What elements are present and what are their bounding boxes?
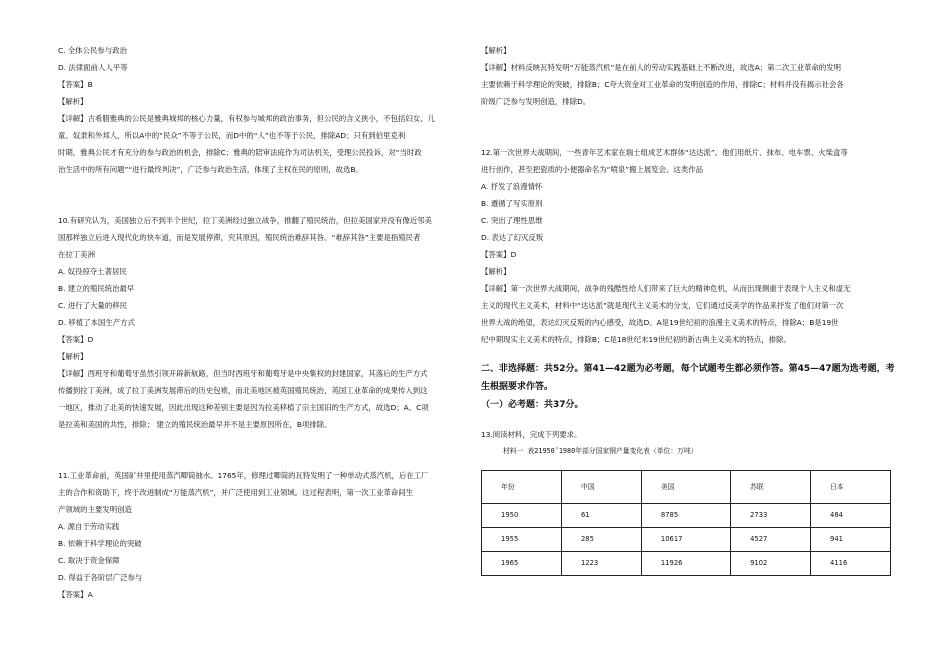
table-row [482, 504, 891, 528]
table-cell: 8785 [641, 504, 730, 528]
q9-analysis-label: 【解析】 [58, 97, 88, 106]
table-cell: 484 [811, 504, 891, 528]
table-cell: 285 [561, 528, 641, 552]
q13-table-caption: 材料一 表21950˜1980年部分国家钢产量变化表（单位：万吨） [503, 447, 698, 455]
table-row [482, 552, 891, 576]
q10-detail-line: 是拉美和美国的共性，排除； 建立的殖民统治最早并不是主要原因所在，B项排除。 [58, 420, 332, 429]
q9-detail-line: 【详解】古希腊雅典的公民是雅典城邦的核心力量，有权参与城邦的政治事务，但公民的含义狭小，不包括妇女、儿 [58, 114, 435, 123]
q10-stem-line: 在拉丁美洲 [58, 250, 95, 259]
table-cell: 11926 [641, 552, 730, 576]
q11-detail-line: 主要依赖于科学理论的突破，排除B；C夸大资金对工业革命的发明创造的作用，排除C；材料并没有揭示社会各 [481, 80, 844, 89]
q11-option-a: A. 源自于劳动实践 [58, 522, 120, 531]
q13-stem: 13.阅读材料，完成下列要求。 [481, 430, 582, 439]
table-header-cell: 美国 [641, 471, 730, 504]
q10-detail-line: 【详解】西班牙和葡萄牙虽然引领开辟新航路，但当时西班牙和葡萄牙是中央集权的封建国家，其落后的生产方式 [58, 369, 428, 378]
q10-option-b: B. 建立的殖民统治最早 [58, 284, 135, 293]
q9-detail-line: 治生活中的所有问题”“进行最终判决”，广泛参与政治生活，体现了主权在民的原则，故选B。 [58, 165, 363, 174]
q11-analysis-label: 【解析】 [481, 46, 511, 55]
q10-analysis-label: 【解析】 [58, 352, 88, 361]
q12-stem-line: 12.第一次世界大战期间，一些青年艺术家在瑞士组成艺术群体“达达派”。他们用纸片、抹布、电车票、火柴盒等 [481, 148, 848, 157]
q10-answer: 【答案】D [58, 335, 94, 344]
q10-detail-line: 一地区，推动了北美的快速发展，因此出现这种差别主要是因为拉美移植了宗主国旧的生产方式，故选D；A、C项 [58, 403, 429, 412]
q10-option-c: C. 进行了大量的移民 [58, 301, 127, 310]
section2-subheading: （一）必考题：共37分。 [481, 400, 584, 410]
table-cell: 941 [811, 528, 891, 552]
q12-stem-line: 进行创作，甚至把瓷质的小便器命名为“喷泉”搬上展览会。这类作品 [481, 165, 703, 174]
table-cell: 1223 [561, 552, 641, 576]
q11-answer: 【答案】A [58, 590, 93, 599]
q12-answer: 【答案】D [481, 250, 517, 259]
q10-stem-line: 国那样独立后进入现代化的快车道，而是发展停滞，究其原因，殖民统治难辞其咎。“难辞其咎”主要是指殖民者 [58, 233, 421, 242]
q11-detail-line: 阶级广泛参与发明创造，排除D。 [481, 97, 591, 106]
table-cell: 61 [561, 504, 641, 528]
table-row [482, 528, 891, 552]
table-cell: 1955 [482, 528, 562, 552]
q12-analysis-label: 【解析】 [481, 267, 511, 276]
section2-heading-line: 生根据要求作答。 [481, 382, 554, 392]
q9-answer: 【答案】B [58, 80, 93, 89]
q10-stem-line: 10.有研究认为，美国独立后不到半个世纪，拉丁美洲经过独立战争，推翻了殖民统治，但拉美国家并没有像近邻美 [58, 216, 432, 225]
q11-stem-line: 主的合作和资助下，终于改进制成“万能蒸汽机”，并广泛使用到工业领域。这过程表明，第一次工业革命间生 [58, 488, 414, 497]
q9-option-c: C. 全体公民参与政治 [58, 46, 127, 55]
q12-detail-line: 世界大战的绝望，表达幻灭反叛的内心感受，故选D。A是19世纪初的浪漫主义美术的特点，排除A；B是19世 [481, 318, 839, 327]
table-cell: 2733 [731, 504, 811, 528]
q12-detail-line: 【详解】第一次世界大战期间，战争的残酷性给人们带来了巨大的精神危机，从而出现侧重于表现个人主义和虚无 [481, 284, 851, 293]
q9-option-d: D. 法律面前人人平等 [58, 63, 128, 72]
table-header-cell: 苏联 [731, 471, 811, 504]
q12-option-a: A. 抒发了浪漫情怀 [481, 182, 543, 191]
q11-option-c: C. 取决于资金保障 [58, 556, 120, 565]
q11-stem-line: 11.工业革命前，英国矿井里使用蒸汽唧筒抽水。1765年，修理过唧筒的瓦特发明了一种单动式蒸汽机，后在工厂 [58, 471, 429, 480]
q11-option-d: D. 得益于各阶层广泛参与 [58, 573, 143, 582]
table-cell: 10617 [641, 528, 730, 552]
table-header-cell: 日本 [811, 471, 891, 504]
table-header-cell: 年份 [482, 471, 562, 504]
right-column [481, 42, 893, 576]
q11-stem-line: 产领域的主要发明创造 [58, 505, 132, 514]
q12-option-c: C. 突出了理性思维 [481, 216, 543, 225]
q10-option-a: A. 奴役掠夺土著居民 [58, 267, 127, 276]
section2-heading-line: 二、非选择题：共52分。第41—42题为必考题，每个试题考生都必须作答。第45—47题为选考题，考 [481, 364, 895, 374]
table-cell: 1965 [482, 552, 562, 576]
steel-output-table [481, 470, 891, 576]
q12-detail-line: 纪中期现实主义美术的特点，排除B；C是18世纪末19世纪初的新古典主义美术的特点，排除。 [481, 335, 791, 344]
q12-option-b: B. 遵循了写实原则 [481, 199, 543, 208]
table-header-row [482, 471, 891, 504]
table-cell: 9102 [731, 552, 811, 576]
q12-detail-line: 主义的现代主义美术，材料中“达达派”就是现代主义美术的分支，它们通过反美学的作品来抒发了他们对第一次 [481, 301, 844, 310]
table-header-cell: 中国 [561, 471, 641, 504]
q9-detail-line: 童、奴隶和外邦人，所以A中的“民众”不等于公民，而D中的“人”也不等于公民，排除AD；只有到伯里克利 [58, 131, 406, 140]
q10-detail-line: 传播到拉丁美洲，成了拉丁美洲发展滞后的历史包袱，而北美地区被英国殖民统治，英国工业革命的成果传入到这 [58, 386, 428, 395]
q10-option-d: D. 移植了本国生产方式 [58, 318, 135, 327]
table-cell: 4527 [731, 528, 811, 552]
table-cell: 1950 [482, 504, 562, 528]
q9-detail-line: 时期，雅典公民才有充分的参与政治的机会，排除C；雅典的陪审法庭作为司法机关，受理公民投诉，对“当时政 [58, 148, 422, 157]
q11-option-b: B. 依赖于科学理论的突破 [58, 539, 142, 548]
table-cell: 4116 [811, 552, 891, 576]
q11-detail-line: 【详解】材料反映瓦特发明“万能蒸汽机”是在前人的劳动实践基础上不断改进，故选A；第二次工业革命的发明 [481, 63, 842, 72]
q12-option-d: D. 表达了幻灭反叛 [481, 233, 544, 242]
left-column [58, 42, 468, 603]
